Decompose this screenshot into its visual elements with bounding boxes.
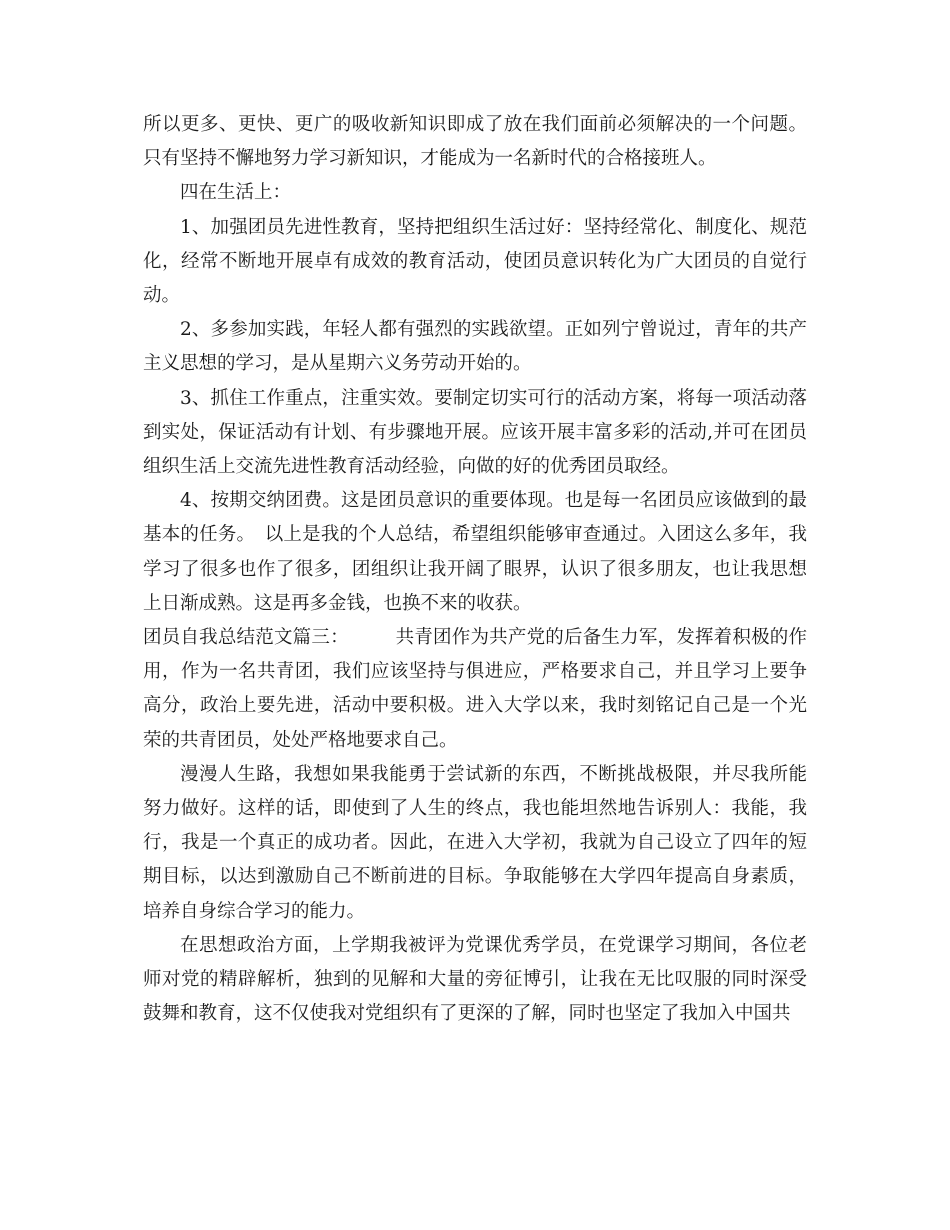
document-page [143,108,807,1031]
paragraph-political-thought: 在思想政治方面，上学期我被评为党课优秀学员，在党课学习期间，各位老师对党的精辟解析，独到的见解和大量的旁征博引，让我在无比叹服的同时深受鼓舞和教育，这不仅使我对党组织有了更深的了解，同时也坚定了我加入中国共 [143,934,807,1025]
paragraph-item-3: 3、抓住工作重点，注重实效。要制定切实可行的活动方案，将每一项活动落到实处，保证活动有计划、有步骤地开展。应该开展丰富多彩的活动,并可在团员组织生活上交流先进性教育活动经验，向做的好的优秀团员取经。 [143,387,807,478]
paragraph-item-1: 1、加强团员先进性教育，坚持把组织生活过好：坚持经常化、制度化、规范化，经常不断地开展卓有成效的教育活动，使团员意识转化为广大团员的自觉行动。 [143,216,807,307]
paragraph-sample-three: 团员自我总结范文篇三： 共青团作为共产党的后备生力军，发挥着积极的作用，作为一名共青团，我们应该坚持与俱进应，严格要求自己，并且学习上要争高分，政治上要先进，活动中要积极。进入大学以来，我时刻铭记自己是一个光荣的共青团员，处处严格地要求自己。 [143,627,807,751]
section-heading-life: 四在生活上： [180,182,292,204]
paragraph-item-2: 2、多参加实践，年轻人都有强烈的实践欲望。正如列宁曾说过，青年的共产主义思想的学习，是从星期六义务劳动开始的。 [143,319,807,375]
paragraph-intro-continuation: 所以更多、更快、更广的吸收新知识即成了放在我们面前必须解决的一个问题。只有坚持不懈地努力学习新知识，才能成为一名新时代的合格接班人。 [143,114,807,170]
paragraph-item-4: 4、按期交纳团费。这是团员意识的重要体现。也是每一名团员应该做到的最基本的任务。 以上是我的个人总结，希望组织能够审查通过。入团这么多年，我学习了很多也作了很多，团组织让我开阔了眼界，认识了很多朋友，也让我思想上日渐成熟。这是再多金钱，也换不来的收获。 [143,490,807,614]
paragraph-life-goals: 漫漫人生路，我想如果我能勇于尝试新的东西，不断挑战极限，并尽我所能努力做好。这样的话，即使到了人生的终点，我也能坦然地告诉别人：我能，我行，我是一个真正的成功者。因此，在进入大学初，我就为自己设立了四年的短期目标，以达到激励自己不断前进的目标。争取能够在大学四年提高自身素质，培养自身综合学习的能力。 [143,763,807,922]
